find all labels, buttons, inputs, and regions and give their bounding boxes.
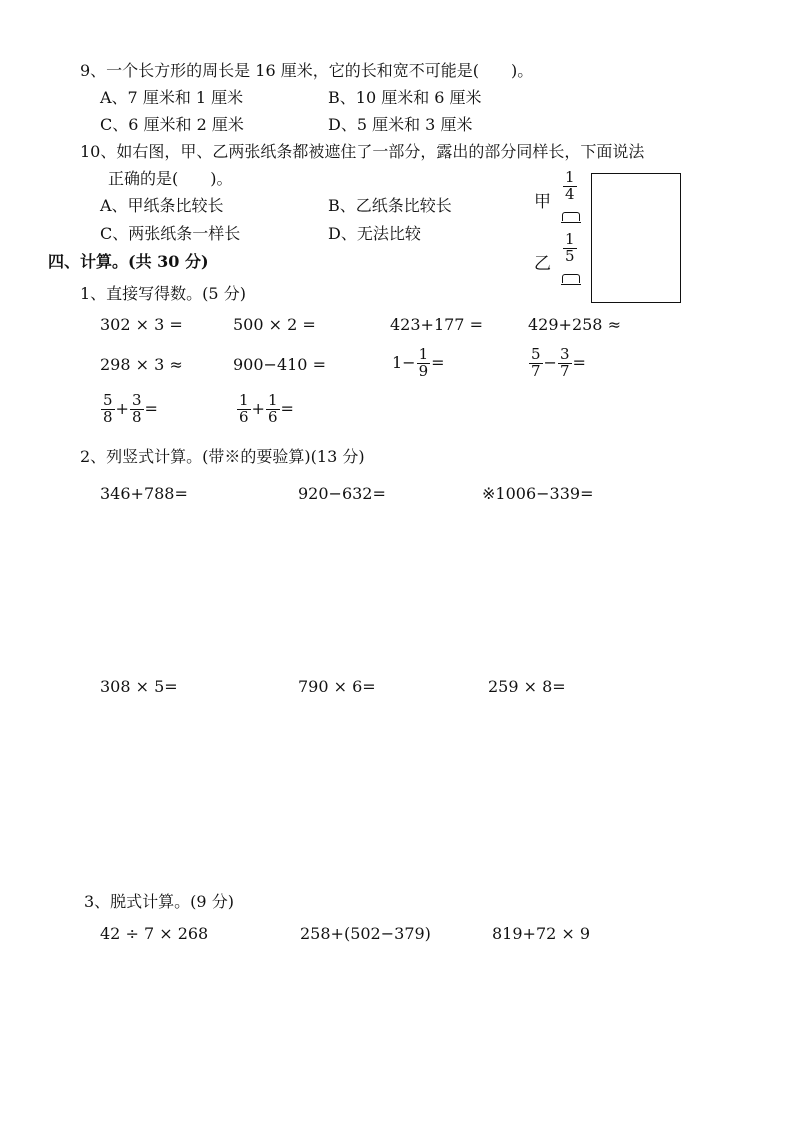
p2-r2-c1: 308 × 5= xyxy=(100,677,178,696)
p2-title: 2、列竖式计算。(带※的要验算)(13 分) xyxy=(80,447,365,466)
p2-r1-c2: 920−632= xyxy=(298,484,386,503)
q9-option-d: D、5 厘米和 3 厘米 xyxy=(328,115,473,134)
p3-r1-c3: 819+72 × 9 xyxy=(492,924,591,943)
p1-r3-c2: $\frac{1}{6}$ + $\frac{1}{6}$ = xyxy=(239,390,294,426)
strip-end-yi xyxy=(562,274,580,283)
strip-fraction-jia: $\frac{1}{4}$ xyxy=(565,168,575,203)
p1-title: 1、直接写得数。(5 分) xyxy=(80,284,246,303)
q10-option-a: A、甲纸条比较长 xyxy=(100,196,224,215)
p1-r2-c3: 1− $\frac{1}{9}$ = xyxy=(392,344,445,380)
p1-r2-c1: 298 × 3 ≈ xyxy=(100,355,183,374)
q9-stem: 9、一个长方形的周长是 16 厘米，它的长和宽不可能是( )。 xyxy=(80,61,534,80)
q10-option-d: D、无法比较 xyxy=(328,224,421,243)
p3-r1-c2: 258+(502−379) xyxy=(300,924,431,943)
q10-option-c: C、两张纸条一样长 xyxy=(100,224,241,243)
strip-fraction-yi: $\frac{1}{5}$ xyxy=(565,230,575,265)
q9-option-c: C、6 厘米和 2 厘米 xyxy=(100,115,244,134)
q10-stem-line1: 10、如右图，甲、乙两张纸条都被遮住了一部分，露出的部分同样长，下面说法 xyxy=(80,142,645,161)
cover-box xyxy=(591,173,681,303)
p1-r3-c1: $\frac{5}{8}$ + $\frac{3}{8}$ = xyxy=(103,390,158,426)
strip-end-jia xyxy=(562,212,580,221)
p2-r2-c3: 259 × 8= xyxy=(488,677,566,696)
section4-title: 四、计算。(共 30 分) xyxy=(48,252,209,271)
p1-r2-c4: $\frac{5}{7}$ − $\frac{3}{7}$ = xyxy=(531,344,586,380)
p1-r1-c2: 500 × 2 = xyxy=(233,315,316,334)
p1-r1-c4: 429+258 ≈ xyxy=(528,315,621,334)
p1-r1-c3: 423+177 = xyxy=(390,315,483,334)
p3-r1-c1: 42 ÷ 7 × 268 xyxy=(100,924,209,943)
q10-stem-line2: 正确的是( )。 xyxy=(108,169,233,188)
p1-r1-c1: 302 × 3 = xyxy=(100,315,183,334)
p2-r2-c2: 790 × 6= xyxy=(298,677,376,696)
q9-option-a: A、7 厘米和 1 厘米 xyxy=(100,88,244,107)
p3-title: 3、脱式计算。(9 分) xyxy=(84,892,234,911)
q9-option-b: B、10 厘米和 6 厘米 xyxy=(328,88,482,107)
p2-r1-c1: 346+788= xyxy=(100,484,188,503)
p1-r2-c2: 900−410 = xyxy=(233,355,326,374)
strip-label-yi: 乙 xyxy=(534,254,551,274)
p2-r1-c3: ※1006−339= xyxy=(482,484,594,503)
q10-option-b: B、乙纸条比较长 xyxy=(328,196,452,215)
strip-label-jia: 甲 xyxy=(534,192,551,212)
